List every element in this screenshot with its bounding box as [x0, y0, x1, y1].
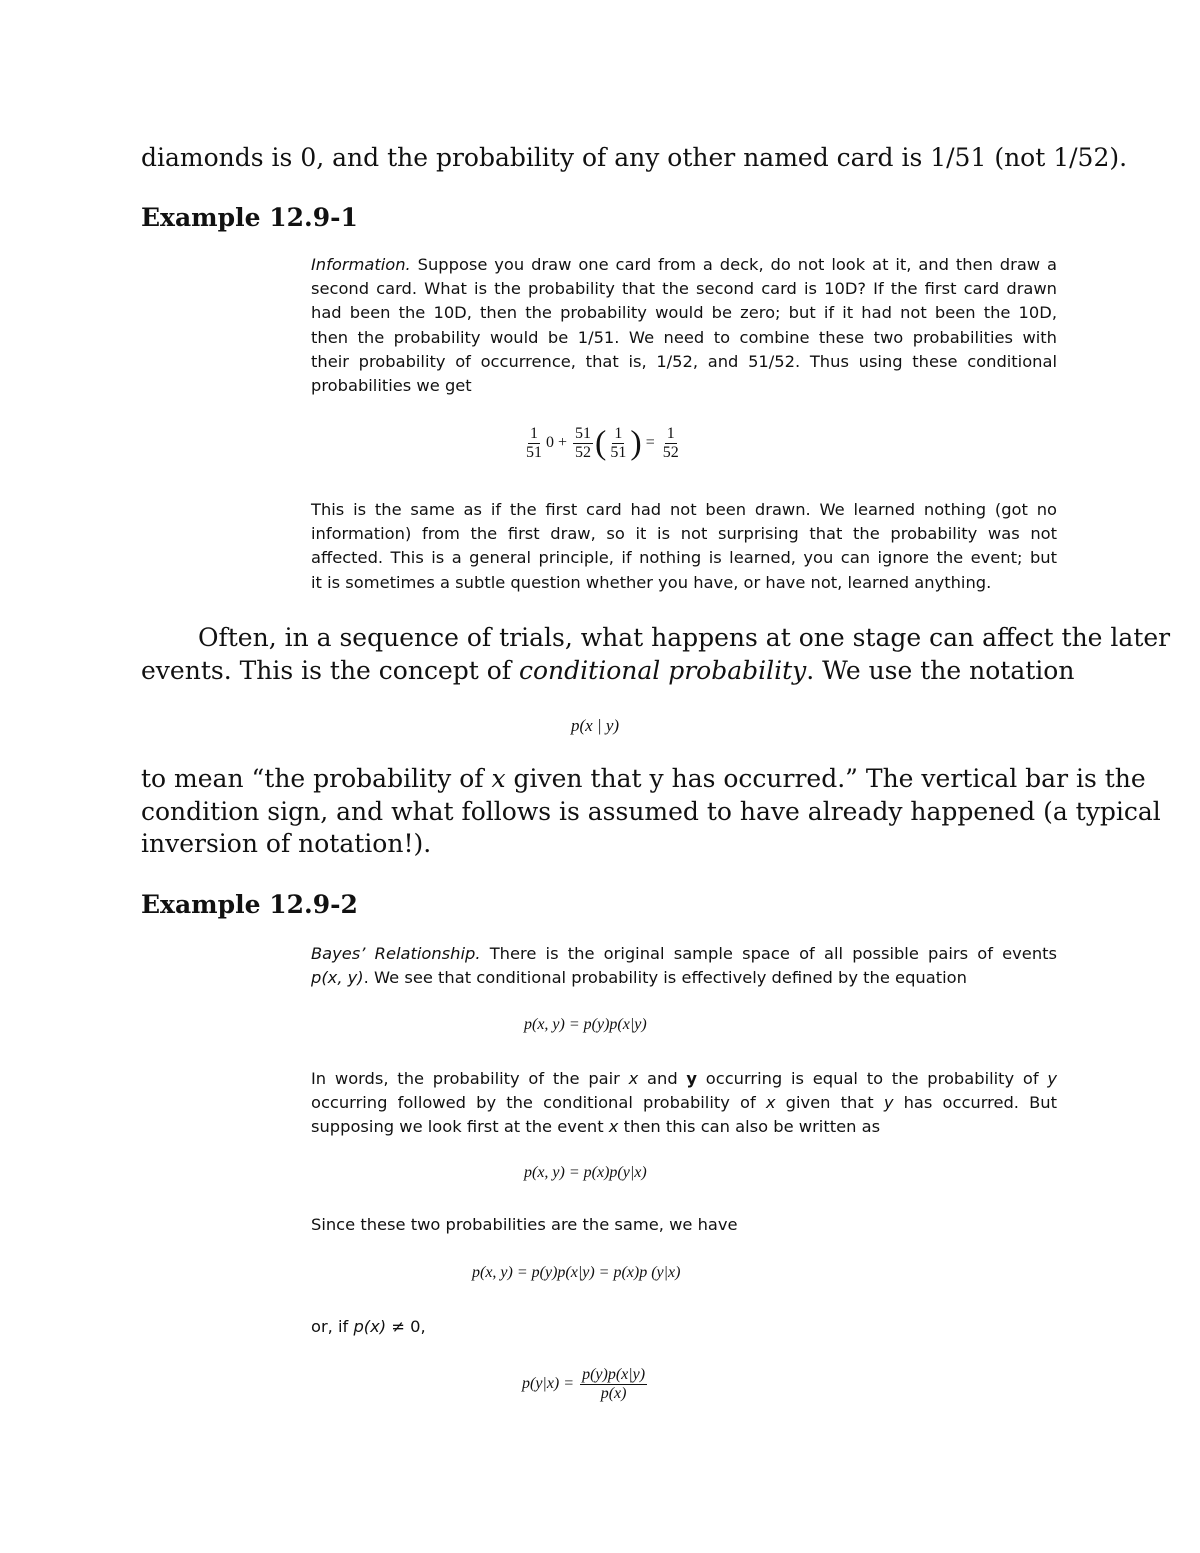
continued-text-line: diamonds is 0, and the probability of any other named card is 1/51 (not 1/52). [141, 143, 1128, 172]
lead-term: Information. [311, 255, 411, 274]
text-line: In words, the probability of the pair x and y occurring is equal to the probability of y [311, 1069, 1058, 1088]
equation-joint-probability: p(x, y) = p(y)p(x|y) [524, 1016, 647, 1033]
fraction: $\frac{51}{52}$ [575, 425, 592, 461]
text-line: supposing we look first at the event x then this can also be written as [311, 1117, 881, 1137]
body-paragraph [141, 622, 1171, 687]
text-line: to mean “the probability of x given that y has occurred.” The vertical bar is the [141, 764, 1146, 793]
text-line: Since these two probabilities are the same, we have [311, 1215, 738, 1234]
example-1-paragraph [311, 253, 1057, 398]
equation-joint-probability-alt: p(x, y) = p(x)p(y|x) [524, 1164, 647, 1181]
text-line: then the probability would be 1/51. We need to combine these two probabilities with [311, 327, 1057, 347]
equation-fraction-sum: $\frac{1}{51}$ 0 + $\frac{51}{52}$ ( $\frac{1}{51}$ ) = $\frac{1}{52}$ [526, 424, 679, 462]
text-line: affected. This is a general principle, if nothing is learned, you can ignore the event; but [311, 548, 1057, 568]
text-line: it is sometimes a subtle question whether you have, or have not, learned anything. [311, 572, 992, 592]
text-line: or, if p(x) ≠ 0, [311, 1317, 426, 1336]
text-line: Often, in a sequence of trials, what happens at one stage can affect the later [198, 623, 1171, 652]
text-line: occurring followed by the conditional probability of x given that y has occurred. But [311, 1093, 1057, 1113]
text-line: p(x, y). We see that conditional probability is effectively defined by the equation [311, 968, 967, 988]
text-line: Information. Suppose you draw one card from a deck, do not look at it, and then draw a [311, 255, 1057, 274]
text-line: condition sign, and what follows is assumed to have already happened (a typical [141, 796, 1161, 826]
text-line: had been the 10D, then the probability would be zero; but if it had not been the 10D, [311, 303, 1057, 323]
example-heading: Example 12.9-1 [141, 203, 358, 232]
fraction: $\frac{1}{51}$ [526, 425, 542, 461]
text-line: Bayes’ Relationship. There is the original sample space of all possible pairs of events [311, 944, 1057, 963]
example-heading: Example 12.9-2 [141, 890, 358, 919]
text-line: inversion of notation!). [141, 829, 432, 858]
fraction: $\frac{1}{51}$ [610, 425, 627, 461]
text-line: their probability of occurrence, that is, 1/52, and 51/52. Thus using these conditional [311, 351, 1057, 371]
text-line: information) from the first draw, so it is not surprising that the probability was not [311, 524, 1057, 544]
lead-term: Bayes’ Relationship. [311, 944, 481, 963]
text-line: This is the same as if the first card had not been drawn. We learned nothing (got no [311, 500, 1057, 519]
text-line: probabilities we get [311, 376, 472, 396]
text-line: second card. What is the probability that the second card is 10D? If the first card drawn [311, 279, 1057, 299]
emphasis: conditional probability [519, 655, 807, 685]
text-line: events. This is the concept of conditional probability. We use the notation [141, 655, 1075, 685]
equation-equality: p(x, y) = p(y)p(x|y) = p(x)p (y|x) [472, 1264, 681, 1281]
example-2-explanation [311, 1067, 1057, 1140]
example-1-conclusion [311, 498, 1057, 595]
fraction: $\frac{1}{52}$ [662, 425, 679, 461]
example-2-paragraph [311, 942, 1057, 990]
body-paragraph [141, 763, 1161, 861]
equation-notation: p(x | y) [571, 716, 620, 735]
equation-bayes: p(y|x) = $\frac{p(y)p(x|y)}{p(x)}$ [522, 1366, 646, 1402]
fraction: $\frac{p(y)p(x|y)}{p(x)}$ [582, 1366, 646, 1402]
